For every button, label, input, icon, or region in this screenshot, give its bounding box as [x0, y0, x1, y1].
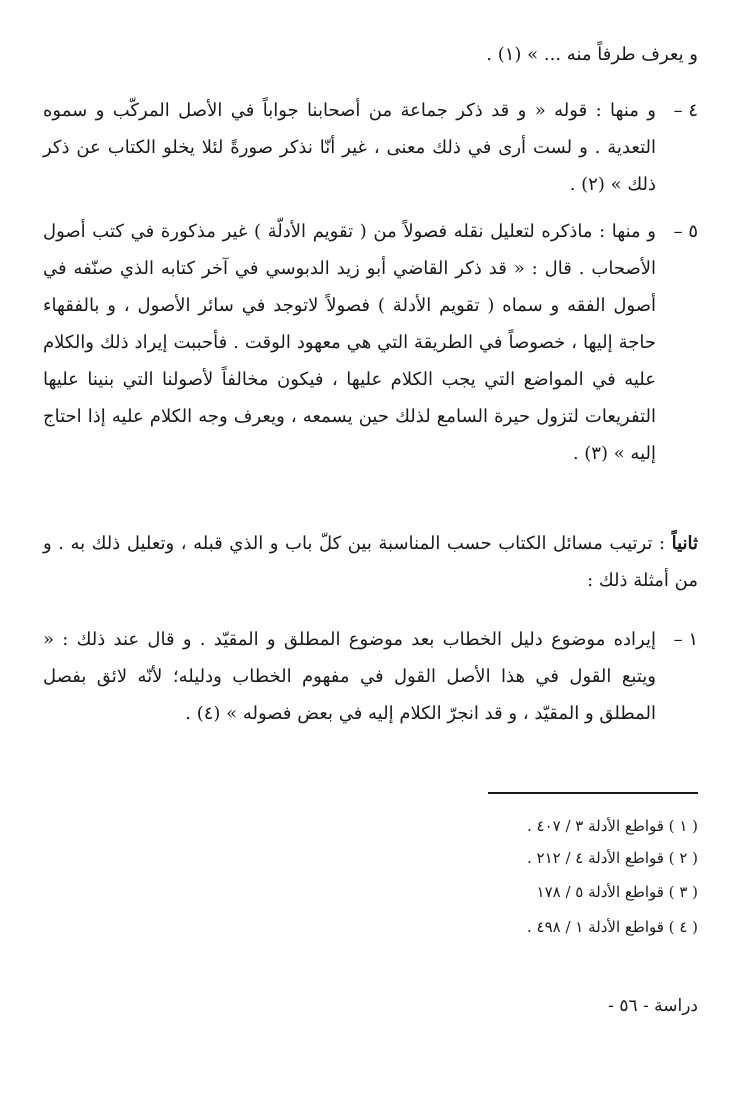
list-item-1: [43, 621, 698, 732]
section-text: : ترتيب مسائل الكتاب حسب المناسبة بين كلّ باب و الذي قبله ، وتعليل ذلك به . و من أمثلة ذلك :: [43, 533, 698, 591]
item-text: و منها : قوله « و قد ذكر جماعة من أصحابنا جواباً في الأصل المركّب و سموه التعدية . و لست أرى في ذلك معنى ، غير أنّا نذكر صورةً لئلا يخلو الكتاب عن ذكر ذلك » (٢) .: [43, 100, 656, 195]
footnote-4: ( ٤ ) قواطع الأدلة ١ / ٤٩٨ .: [526, 918, 698, 936]
list-item-4: [43, 92, 698, 203]
item-number: ١ –: [673, 629, 698, 650]
footnote-1: ( ١ ) قواطع الأدلة ٣ / ٤٠٧ .: [526, 817, 698, 835]
footnote-2: ( ٢ ) قواطع الأدلة ٤ / ٢١٢ .: [526, 849, 698, 867]
item-text: إيراده موضوع دليل الخطاب بعد موضوع المطلق و المقيّد . و قال عند ذلك : « ويتبع القول في هذا الأصل القول في مفهوم الخطاب ودليله؛ لأنّه لائق بفصل المطلق و المقيّد ، و قد انجرّ الكلام إليه في بعض فصوله » (٤) .: [43, 629, 656, 724]
item-number: ٥ –: [673, 221, 698, 242]
section-label: ثانياً: [671, 533, 698, 554]
footnote-divider: [488, 792, 698, 794]
page-number: دراسة - ٥٦ -: [608, 996, 698, 1016]
section-second: [43, 525, 698, 599]
list-item-5: [43, 213, 698, 472]
continuation-line: و يعرف طرفاً منه ... » (١) .: [486, 44, 698, 65]
item-text: و منها : ماذكره لتعليل نقله فصولاً من ( تقويم الأدلّة ) غير مذكورة في كتب أصول الأصحاب . قال : « قد ذكر القاضي أبو زيد الدبوسي في آخر كتابه الذي صنّفه في أصول الفقه و سماه ( تقويم الأدلة ) فصولاً لاتوجد في سائر الأصول ، و بالفقهاء حاجة إليها ، خصوصاً في الطريقة التي هي معهود الوقت . فأحببت إيراد ذلك والكلام عليه في المواضع التي يجب الكلام عليها ، فيكون مخالفاً لأصولنا التي بنينا عليها التفريعات لتزول حيرة السامع لذلك حين يسمعه ، ويعرف وجه الكلام عليه إذا احتاج إليه » (٣) .: [43, 221, 656, 464]
footnote-3: ( ٣ ) قواطع الأدلة ٥ / ١٧٨: [536, 883, 698, 901]
item-number: ٤ –: [673, 100, 698, 121]
